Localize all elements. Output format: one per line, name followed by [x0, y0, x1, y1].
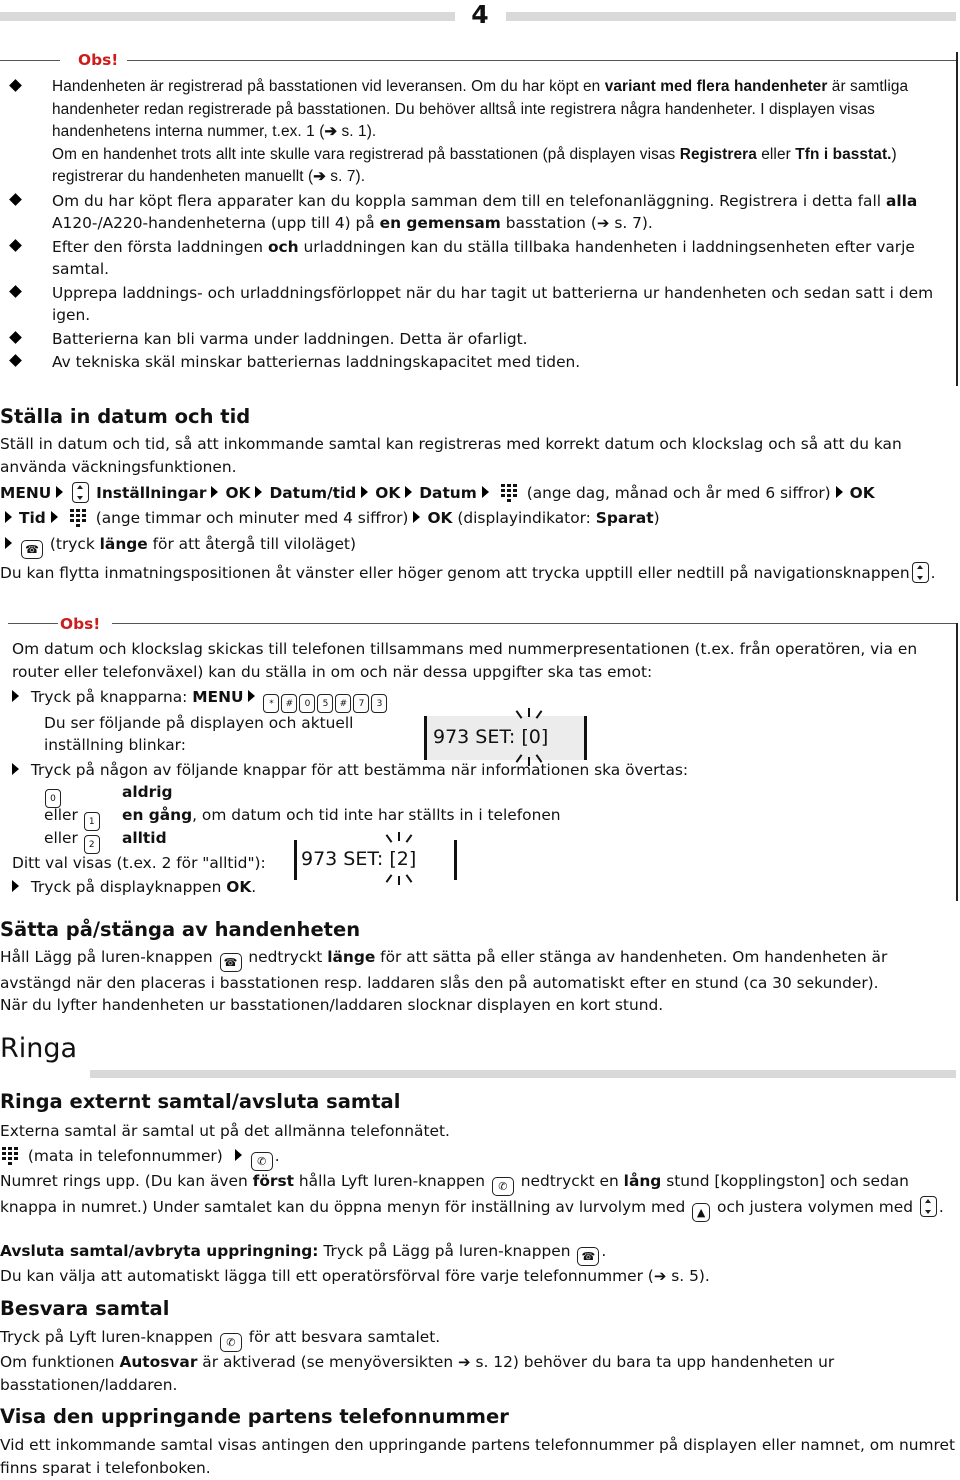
talk-key-icon: ✆ — [251, 1152, 273, 1171]
ringa-para-3: Numret rings upp. (Du kan även först hålla Lyft luren-knappen ✆ nedtryckt en lång stund [kopplingston] och sedan knappa in numret.) Under samtalet kan du öppna menyn för inställning av lurvolym med ▲ och justera volymen med . — [0, 1170, 956, 1222]
text: Om funktionen — [0, 1353, 120, 1371]
text: Tryck på Lyft luren-knappen — [0, 1328, 218, 1346]
list-item — [0, 236, 945, 281]
step-arrow-icon — [56, 486, 63, 498]
nav-key-icon — [72, 482, 89, 503]
keypad-icon — [0, 1146, 20, 1165]
note2-see-line-1: Du ser följande på displayen och aktuell — [44, 714, 354, 732]
list-item — [0, 328, 945, 351]
onoff-para-1 — [0, 946, 956, 995]
key-0-icon: 0 — [45, 789, 61, 808]
text: Efter den första laddningen — [52, 237, 268, 256]
menu-item-label: Inställningar — [96, 484, 207, 502]
section-heading-datum: Ställa in datum och tid — [0, 405, 251, 428]
star-key-icon: * — [263, 694, 279, 713]
text-bold: Registrera — [679, 145, 757, 163]
text: Om en handenhet trots allt inte skulle vara registrerad på basstationen (på displayen visas — [52, 145, 680, 163]
text: s. 12) behöver du bara ta upp handenheten ur basstationen/laddaren. — [0, 1353, 835, 1394]
besvara-para-2 — [0, 1351, 956, 1396]
text-bold: länge — [99, 535, 148, 553]
text: Numret rings upp. (Du kan även — [0, 1172, 253, 1190]
ok-label: OK — [849, 484, 875, 502]
talk-key-icon: ✆ — [492, 1177, 514, 1196]
display-preview-1 — [424, 716, 587, 760]
text: Batterierna kan bli varma under laddningen. Detta är ofarligt. — [52, 329, 528, 348]
bullet-icon — [9, 193, 22, 206]
text: för att besvara samtalet. — [243, 1328, 441, 1346]
text: s. 7). — [325, 168, 366, 185]
text-bold: aldrig — [122, 783, 173, 801]
note2-step-1 — [12, 686, 960, 713]
text: Du kan flytta inmatningspositionen åt vänster eller höger genom att trycka upptill eller nedtill på navigationsknappen — [0, 564, 910, 582]
ok-label: OK — [427, 509, 453, 527]
bullet-icon — [9, 239, 22, 252]
step-arrow-icon — [5, 537, 12, 549]
note-rule-left — [0, 60, 60, 61]
menu-key-icon: ▲ — [692, 1203, 710, 1222]
arrow-icon: ➔ — [313, 168, 326, 185]
text-bold: en gång — [122, 806, 193, 824]
keypad-icon — [68, 508, 88, 527]
text: stund [kopplingston] och sedan knappa in numret.) Under samtalet kan du öppna menyn för inställning av lurvolym med — [0, 1172, 909, 1216]
text-bold: länge — [327, 948, 376, 966]
text: är samtliga handenheter redan registrerade på basstationen. Du behöver alltså inte registrera några handenheter. I displayen visas handenhetens interna nummer, t.ex. 1 ( — [52, 78, 909, 140]
nav-key-icon — [920, 1196, 937, 1217]
text: för att sätta på eller stänga av handenheten. Om handenheten är avstängd när den placeras i basstationen resp. laddaren slås den på automatiskt efter en stund (ca 30 sekunder). — [0, 948, 888, 992]
note2-step-3 — [12, 876, 612, 899]
text-bold: en gemensam — [379, 214, 501, 232]
text-bold: alla — [885, 191, 918, 210]
text-bold: Avsluta samtal/avbryta uppringning: — [0, 1242, 319, 1260]
text: Upprepa laddnings- och urladdningsförloppet när du har tagit ut batterierna ur handenheten och sedan satt i dem igen. — [52, 283, 934, 324]
text: (mata in telefonnummer) — [27, 1147, 223, 1165]
datum-step-line-2 — [0, 507, 956, 530]
arrow-icon: ➔ — [458, 1353, 471, 1371]
text: eller — [44, 806, 78, 824]
ok-label: OK — [225, 484, 251, 502]
text: s. 1). — [337, 123, 377, 140]
text: urladdningen kan du ställa tillbaka handenheten i laddningsenheten efter varje samtal. — [52, 237, 915, 278]
ringa-para-1: Externa samtal är samtal ut på det allmänna telefonnätet. — [0, 1122, 450, 1140]
text: (displayindikator: — [457, 509, 596, 527]
text: (tryck — [49, 535, 100, 553]
datum-intro: Ställ in datum och tid, så att inkommande samtal kan registreras med korrekt datum och klockslag och så att du kan använda väckningsfunktionen. — [0, 435, 902, 476]
menu-item-label: Datum/tid — [269, 484, 357, 502]
bullet-icon — [9, 79, 22, 92]
talk-key-icon: ✆ — [220, 1333, 242, 1352]
note-bullet-list — [0, 76, 945, 375]
list-item — [0, 282, 945, 327]
text-bold: lång — [623, 1172, 662, 1190]
hash-key-icon: # — [335, 694, 351, 713]
header-bar-right — [506, 12, 956, 21]
step-arrow-icon — [12, 880, 19, 892]
ok-label: OK — [226, 878, 252, 896]
ok-label: OK — [375, 484, 401, 502]
ringa-para-5 — [0, 1265, 956, 1288]
text: , om datum och tid inte har ställts in i telefonen — [192, 806, 561, 824]
text: nedtryckt en — [515, 1172, 624, 1190]
key-7-icon: 7 — [353, 694, 369, 713]
arrow-icon: ➔ — [596, 214, 610, 232]
step-arrow-icon — [51, 511, 58, 523]
step-arrow-icon — [405, 486, 412, 498]
text: Du kan välja att automatiskt lägga till ett operatörsförval före varje telefonnummer ( — [0, 1267, 654, 1285]
key-3-icon: 3 — [371, 694, 387, 713]
section-heading-besvara: Besvara samtal — [0, 1297, 170, 1320]
step-arrow-icon — [5, 511, 12, 523]
end-call-key-icon: ☎ — [220, 953, 242, 972]
note-rule-right — [127, 60, 956, 61]
key-0-icon: 0 — [299, 694, 315, 713]
text: Tryck på Lägg på luren-knappen — [318, 1242, 576, 1260]
note-title: Obs! — [78, 51, 119, 69]
display-text: 973 SET: [2] — [301, 848, 417, 870]
step-arrow-icon — [413, 511, 420, 523]
ringa-para-4: Avsluta samtal/avbryta uppringning: Tryck på Lägg på luren-knappen ☎ . — [0, 1240, 956, 1266]
text-bold: Autosvar — [119, 1353, 198, 1371]
list-item — [0, 351, 945, 374]
step-arrow-icon — [12, 763, 19, 775]
note-border-right — [956, 623, 958, 901]
text: Tryck på knapparna: — [30, 688, 193, 706]
text: eller — [756, 145, 796, 163]
text-bold: först — [252, 1172, 295, 1190]
blink-mark-icon — [398, 832, 400, 841]
key-2-icon: 2 — [84, 835, 100, 854]
page-number: 4 — [471, 0, 489, 29]
section-heading-ringa: Ringa externt samtal/avsluta samtal — [0, 1090, 401, 1113]
step-arrow-icon — [12, 690, 19, 702]
text: (ange dag, månad och år med 6 siffror) — [526, 484, 831, 502]
text: Tryck på displayknappen — [30, 878, 227, 896]
datum-step-line-3 — [0, 533, 956, 559]
blink-mark-icon — [528, 708, 530, 717]
text: för att återgå till viloläget) — [147, 535, 356, 553]
text-bold: och — [267, 237, 299, 256]
besvara-para-1 — [0, 1326, 956, 1352]
key-5-icon: 5 — [317, 694, 333, 713]
text: A120-/A220-handenheterna (upp till 4) på — [52, 214, 380, 232]
list-item — [0, 190, 945, 235]
menu-item-label: Tid — [19, 509, 46, 527]
end-call-key-icon: ☎ — [577, 1247, 599, 1266]
text: hålla Lyft luren-knappen — [294, 1172, 490, 1190]
step-arrow-icon — [255, 486, 262, 498]
list-item — [0, 76, 945, 189]
display-preview-2 — [294, 840, 457, 880]
text: Handenheten är registrerad på basstationen vid leveransen. Om du har köpt en — [52, 78, 605, 95]
text: s. 7). — [609, 214, 653, 232]
arrow-icon: ➔ — [324, 123, 338, 140]
note2-step-2 — [12, 759, 942, 782]
note2-see-line-2: inställning blinkar: — [44, 736, 186, 754]
note2-choice: Ditt val visas (t.ex. 2 för "alltid"): — [12, 854, 266, 872]
end-call-key-icon: ☎ — [21, 540, 43, 559]
hash-key-icon: # — [281, 694, 297, 713]
bullet-icon — [9, 331, 22, 344]
text: ) — [653, 509, 660, 527]
section-heading-onoff: Sätta på/stänga av handenheten — [0, 918, 361, 941]
note-title: Obs! — [60, 615, 101, 633]
nav-key-icon — [912, 562, 929, 583]
step-arrow-icon — [211, 486, 218, 498]
visa-para-1: Vid ett inkommande samtal visas antingen den uppringande partens telefonnummer på displayen eller namnet, om numret finns sparat i telefonboken. — [0, 1436, 956, 1477]
note2-intro: Om datum och klockslag skickas till telefonen tillsammans med nummerpresentationen (t.ex. från operatören, via en router eller telefonväxel) kan du ställa in om och när dessa uppgifter ska tas emot: — [12, 640, 918, 681]
text: . — [251, 878, 257, 896]
bullet-icon — [9, 285, 22, 298]
step-arrow-icon — [482, 486, 489, 498]
key-1-icon: 1 — [84, 812, 100, 831]
text: s. 5). — [666, 1267, 710, 1285]
text-bold: Sparat — [595, 509, 654, 527]
text: nedtryckt — [243, 948, 328, 966]
keypad-icon — [499, 483, 519, 502]
menu-item-label: Datum — [419, 484, 477, 502]
section-heading-visa: Visa den uppringande partens telefonnummer — [0, 1405, 509, 1428]
note-box-1 — [0, 52, 958, 386]
display-text: 973 SET: [0] — [433, 726, 549, 748]
note-rule-right — [112, 623, 958, 624]
datum-step-line-1 — [0, 482, 956, 505]
step-arrow-icon — [235, 1149, 242, 1161]
onoff-para-2: När du lyfter handenheten ur basstationen/laddaren slocknar displayen en kort stund. — [0, 996, 664, 1014]
text: (ange timmar och minuter med 4 siffror) — [95, 509, 409, 527]
text: Om du har köpt flera apparater kan du koppla samman dem till en telefonanläggning. Registrera i detta fall — [52, 191, 886, 210]
menu-label: MENU — [0, 484, 52, 502]
bullet-icon — [9, 354, 22, 367]
text-bold: alltid — [122, 829, 167, 847]
header-bar-left — [0, 12, 455, 21]
chapter-bar — [90, 1070, 956, 1078]
note-rule-left — [8, 623, 58, 624]
step-arrow-icon — [836, 486, 843, 498]
step-arrow-icon — [361, 486, 368, 498]
chapter-heading-ringa: Ringa — [0, 1033, 78, 1064]
text: basstation ( — [500, 214, 597, 232]
text: är aktiverad (se menyöversikten — [197, 1353, 458, 1371]
text-bold: Tfn i basstat. — [795, 145, 892, 163]
text: och justera volymen med — [712, 1198, 914, 1216]
text: Av tekniska skäl minskar batteriernas laddningskapacitet med tiden. — [52, 353, 581, 371]
text: Tryck på någon av följande knappar för att bestämma när informationen ska övertas: — [30, 761, 689, 779]
text: eller — [44, 829, 78, 847]
text: Håll Lägg på luren-knappen — [0, 948, 218, 966]
step-arrow-icon — [248, 690, 255, 702]
arrow-icon: ➔ — [653, 1267, 667, 1285]
text-bold: variant med flera handenheter — [604, 78, 828, 95]
ringa-step: (mata in telefonnummer) ✆ . — [0, 1145, 956, 1171]
datum-move-text: Du kan flytta inmatningspositionen åt vänster eller höger genom att trycka upptill eller nedtill på navigationsknappen . — [0, 564, 936, 582]
menu-label: MENU — [192, 688, 244, 706]
text: ) registrerar du handenheten manuellt ( — [52, 145, 897, 185]
